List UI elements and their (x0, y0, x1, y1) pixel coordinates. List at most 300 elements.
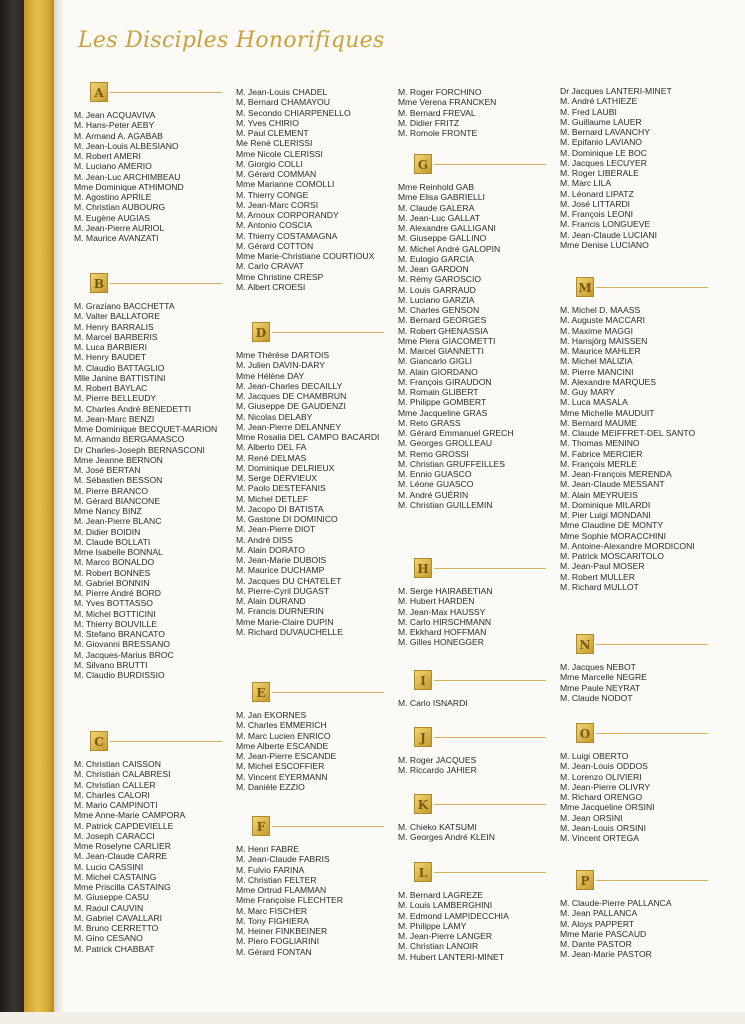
disciple-name: M. Hubert LANTERI-MINET (398, 951, 505, 962)
disciple-name: M. Romole FRONTE (398, 128, 478, 138)
disciple-name: M. Mario CAMPINOTI (74, 800, 158, 810)
disciple-name: M. Michel DETLEF (236, 493, 309, 504)
divider-line (596, 644, 708, 645)
book-binding-dark (0, 0, 24, 1024)
disciple-name: M. Jean ORSINI (560, 812, 623, 823)
disciple-name: M. Lorenzo OLIVIERI (560, 771, 642, 782)
divider-line (596, 733, 708, 734)
disciple-name: M. Pierre BRANCO (74, 485, 149, 496)
disciple-name: M. Maurice MAHLER (560, 346, 641, 356)
names-list (398, 755, 568, 776)
disciple-name: Mme Reinhold GAB (398, 182, 474, 192)
disciple-name: M. Nicolas DELABY (236, 411, 313, 422)
disciple-name: M. André LATHIEZE (560, 96, 638, 107)
disciple-name: M. Robert BAYLAC (74, 383, 148, 393)
section-header (560, 277, 730, 301)
disciple-name: M. Jean-Claude CARRE (74, 851, 168, 862)
disciple-name: M. Bernard LAVANCHY (560, 127, 650, 137)
disciple-name: M. Claude GALERA (398, 202, 475, 213)
disciple-name: M. Pierre André BORD (74, 588, 161, 598)
disciple-name: M. Gastone DI DOMINICO (236, 514, 338, 524)
disciple-name: M. Jean-Pierre AURIOL (74, 222, 165, 233)
disciple-name: M. Carlo CRAVAT (236, 261, 304, 272)
disciple-name: M. Serge DERVIEUX (236, 473, 318, 483)
disciple-name: M. Serge HAIRABETIAN (398, 586, 493, 596)
disciple-name: M. Silvano BRUTTI (74, 659, 148, 670)
disciple-name: Mme Nicole CLERISSI (236, 148, 323, 159)
disciple-name: Mme Michelle MAUDUIT (560, 407, 655, 418)
disciple-name: M. Gérard Emmanuel GRECH (398, 428, 514, 438)
disciple-name: M. Jean-Claude FABRIS (236, 854, 330, 865)
ornamental-letter: A (90, 82, 108, 102)
disciple-name: M. Heiner FINKBEINER (236, 926, 328, 936)
section-p (560, 870, 730, 960)
disciple-name: Mme Françoise FLECHTER (236, 895, 343, 906)
names-list (398, 586, 568, 648)
disciple-name: Mme Sophie MORACCHINI (560, 530, 667, 541)
disciple-name: M. Fred LAUBI (560, 106, 617, 117)
disciple-name: M. Giorgio COLLI (236, 158, 303, 169)
ornamental-letter: F (252, 816, 270, 836)
ornamental-letter: I (414, 670, 432, 690)
disciple-name: M. Giuseppe CASU (74, 892, 149, 903)
gutter-shadow (54, 0, 64, 1024)
disciple-name: M. Jean-Louis ODDOS (560, 761, 648, 772)
disciple-name: M. Maurice DUCHAMP (236, 565, 325, 576)
disciple-name: M. André GUÉRIN (398, 489, 469, 500)
disciple-name: M. Giuseppe DE GAUDENZI (236, 401, 346, 412)
disciple-name: M. Alain MEYRUEIS (560, 489, 638, 500)
disciple-name: M. Hansjörg MAISSEN (560, 335, 648, 346)
disciple-name: M. Dominique LE BOC (560, 147, 647, 158)
disciple-name: M. Eugène AUGIAS (74, 212, 150, 223)
disciple-name: Mme Hélène DAY (236, 370, 305, 381)
disciple-name: M. Giuseppe GALLINO (398, 233, 487, 244)
section-header (398, 862, 568, 886)
disciple-name: M. Robert MULLER (560, 571, 635, 582)
disciple-name: Mme Elisa GABRIELLI (398, 192, 485, 203)
disciple-name: Mme Jeanne BERNON (74, 454, 163, 465)
disciple-name: M. Jean-Louis ORSINI (560, 822, 646, 833)
disciple-name: M. Paul CLEMENT (236, 128, 309, 138)
disciple-name: M. Auguste MACCARI (560, 315, 646, 326)
disciple-name: M. Romain GLIBERT (398, 387, 479, 397)
disciple-name: M. Guillaume LAUER (560, 116, 642, 127)
disciple-name: M. Jean PALLANCA (560, 908, 638, 919)
disciple-name: M. Roger FORCHINO (398, 87, 482, 97)
disciple-name: M. Raoul CAUVIN (74, 902, 144, 913)
disciple-name: M. Charles CALORI (74, 789, 150, 800)
disciple-name: M. François LEONI (560, 209, 634, 219)
disciple-name: M. Thomas MENINO (560, 438, 640, 449)
disciple-name: M. Marcel BARBERIS (74, 331, 158, 342)
disciple-name: M. Jean-Max HAUSSY (398, 606, 486, 617)
divider-line (272, 692, 384, 693)
divider-line (110, 92, 222, 93)
disciple-name: M. Danièle EZZIO (236, 781, 305, 792)
ornamental-letter: M (576, 277, 594, 297)
section-c (74, 731, 244, 954)
disciple-name: M. Thierry CONGE (236, 189, 309, 200)
ornamental-letter: N (576, 634, 594, 654)
disciple-name: M. Henri FABRE (236, 844, 300, 854)
disciple-name: M. Guy MARY (560, 387, 615, 397)
ornamental-letter: K (414, 794, 432, 814)
disciple-name: M. Thierry BOUVILLE (74, 618, 157, 629)
ornamental-letter: O (576, 723, 594, 743)
section-header (398, 727, 568, 751)
disciple-name: M. Jacopo DI BATISTA (236, 503, 324, 514)
disciple-name: M. Fabrice MERCIER (560, 448, 643, 459)
disciple-name: M. Michel BOTTICINI (74, 608, 156, 619)
disciple-name: Mme Rosalia DEL CAMPO BACARDI (236, 432, 380, 442)
disciple-name: M. Julien DAVIN-DARY (236, 360, 325, 371)
section-header (398, 558, 568, 582)
disciple-name: M. Marco BONALDO (74, 557, 155, 568)
section-header (398, 154, 568, 178)
disciple-name: M. Pier Luigi MONDANI (560, 510, 651, 520)
disciple-name: M. Roger JACQUES (398, 755, 477, 765)
divider-line (434, 872, 546, 873)
disciple-name: M. José BERTAN (74, 465, 141, 475)
names-list (560, 662, 730, 703)
section-f-continued (398, 83, 568, 138)
section-c-continued (236, 83, 406, 292)
disciple-name: Mme Roselyne CARLIER (74, 841, 171, 851)
disciple-name: Mme Marcelle NEGRE (560, 672, 647, 683)
section-header (560, 634, 730, 658)
disciple-name: Mme Nancy BINZ (74, 506, 142, 516)
ornamental-letter: G (414, 154, 432, 174)
disciple-name: M. Antoine-Alexandre MORDICONI (560, 540, 695, 551)
disciple-name: M. Jean ACQUAVIVA (74, 110, 156, 120)
disciple-name: M. Jacques DE CHAMBRUN (236, 391, 347, 401)
disciple-name: M. Pierre-Cyril DUGAST (236, 585, 330, 596)
disciple-name: M. Alexandre GALLIGANI (398, 223, 496, 233)
disciple-name: M. Albert CROESI (236, 281, 306, 292)
disciple-name: M. Sébastien BESSON (74, 475, 163, 486)
disciple-name: Mme Denise LUCIANO (560, 239, 649, 250)
page-bottom-edge (0, 1012, 745, 1024)
disciple-name: M. Christian GRUFFEILLES (398, 458, 505, 469)
names-list (560, 86, 730, 250)
disciple-name: M. Patrick CAPDEVIELLE (74, 820, 174, 831)
disciple-name: M. Chieko KATSUMI (398, 822, 477, 832)
ornamental-letter: J (414, 727, 432, 747)
disciple-name: M. Jean-Charles DECAILLY (236, 380, 343, 391)
ornamental-letter: H (414, 558, 432, 578)
ornamental-letter: E (252, 682, 270, 702)
names-list (236, 710, 406, 792)
section-header (236, 816, 406, 840)
disciple-name: M. Charles GENSON (398, 305, 480, 315)
disciple-name: M. Alain GIORDANO (398, 366, 478, 377)
disciple-name: M. Hubert HARDEN (398, 596, 475, 607)
names-list (398, 890, 568, 962)
divider-line (434, 680, 546, 681)
disciple-name: M. Claudio BURDISSIO (74, 670, 165, 680)
disciple-name: M. Gérard COTTON (236, 240, 314, 251)
disciple-name: M. Bernard CHAMAYOU (236, 97, 330, 108)
disciple-name: M. Remo GROSSI (398, 448, 469, 459)
disciple-name: M. Jean-Pierre BLANC (74, 516, 162, 527)
section-header (74, 731, 244, 755)
names-list (236, 350, 406, 637)
section-header (398, 794, 568, 818)
disciple-name: M. Marc FISCHER (236, 905, 308, 916)
ornamental-letter: B (90, 273, 108, 293)
disciple-name: Mme Claudine DE MONTY (560, 520, 664, 531)
disciple-name: M. Charles André BENEDETTI (74, 403, 192, 414)
disciple-name: M. Jean-Marc BENZI (74, 413, 155, 424)
disciple-name: M. François MERLE (560, 458, 637, 469)
disciple-name: M. Richard MULLOT (560, 581, 639, 592)
disciple-name: M. Gabriel BONNIN (74, 577, 150, 588)
disciple-name: M. Léonard LIPATZ (560, 188, 634, 199)
disciple-name: M. Secondo CHIARPENELLO (236, 107, 351, 118)
disciple-name: M. Jean-Claude MESSANT (560, 479, 665, 490)
section-header (74, 82, 244, 106)
disciple-name: M. Pierre MANCINI (560, 366, 634, 377)
disciple-name: M. Alain DORATO (236, 544, 305, 555)
disciple-name: M. Michel ESCOFFIER (236, 761, 325, 772)
disciple-name: M. Lucio CASSINI (74, 861, 144, 872)
disciple-name: M. Henry BARRALIS (74, 321, 154, 332)
disciple-name: M. Jacques-Marius BROC (74, 649, 174, 660)
section-header (560, 723, 730, 747)
disciple-name: M. Paolo DESTEFANIS (236, 483, 326, 494)
section-k (398, 794, 568, 843)
disciple-name: M. Louis GARRAUD (398, 284, 476, 295)
disciple-name: M. Yves BOTTASSO (74, 598, 153, 609)
disciple-name: Mme Marianne COMOLLI (236, 179, 335, 190)
disciple-name: M. Didier BOIDIN (74, 526, 141, 537)
disciple-name: M. Christian CALABRESI (74, 769, 171, 780)
disciple-name: M. Riccardo JAHIER (398, 765, 477, 776)
disciple-name: M. René DELMAS (236, 452, 307, 463)
disciple-name: M. Marc LILA (560, 178, 612, 189)
disciple-name: M. Vincent EYERMANN (236, 771, 328, 782)
disciple-name: M. Piero FOGLIARINI (236, 936, 320, 947)
divider-line (434, 804, 546, 805)
disciple-name: M. Giovanni BRESSANO (74, 639, 170, 650)
disciple-name: M. Carlo HIRSCHMANN (398, 616, 492, 627)
disciple-name: M. Patrick CHABBAT (74, 943, 155, 954)
disciple-name: M. Ekkhard HOFFMAN (398, 627, 487, 637)
disciple-name: M. Robert BONNES (74, 567, 151, 578)
section-d (236, 322, 406, 637)
disciple-name: M. Michel CASTAING (74, 871, 157, 882)
disciple-name: M. Reto GRASS (398, 417, 461, 428)
names-list (398, 182, 568, 510)
disciple-name: M. Joseph CARACCI (74, 830, 155, 841)
section-i (398, 670, 568, 708)
disciple-name: M. Jacques NEBOT (560, 662, 636, 672)
disciple-name: M. Luigi OBERTO (560, 751, 629, 761)
disciple-name: M. Dominique DELRIEUX (236, 462, 335, 473)
disciple-name: M. Michel MALIZIA (560, 356, 633, 367)
disciple-name: Dr Charles-Joseph BERNASCONI (74, 444, 205, 455)
section-header (236, 682, 406, 706)
names-list (560, 751, 730, 843)
disciple-name: M. Jean-Marie DUBOIS (236, 555, 327, 565)
disciple-name: M. Jean-Pierre LANGER (398, 931, 493, 941)
disciple-name: M. Gérard FONTAN (236, 946, 312, 957)
divider-line (110, 741, 222, 742)
ornamental-letter: P (576, 870, 594, 890)
disciple-name: Mme Paule NEYRAT (560, 682, 641, 693)
disciple-name: M. Tony FIGHIERA (236, 915, 309, 926)
disciple-name: M. Claude NODOT (560, 692, 633, 703)
disciple-name: M. François GIRAUDON (398, 376, 492, 387)
disciple-name: M. Graziano BACCHETTA (74, 301, 175, 311)
disciple-name: Mme Marie PASCAUD (560, 928, 647, 939)
names-list (398, 87, 568, 138)
disciple-name: M. Luca BARBIERI (74, 342, 148, 352)
disciple-name: Mme Christine CRESP (236, 271, 324, 282)
disciple-name: M. Louis LAMBERGHINI (398, 900, 493, 911)
section-g (398, 154, 568, 510)
disciple-name: Mme Priscilla CASTAING (74, 882, 171, 892)
disciple-name: Mme Thérèse DARTOIS (236, 350, 330, 360)
disciple-name: Mme Alberte ESCANDE (236, 740, 329, 751)
disciple-name: M. Jean-Louis CHADEL (236, 87, 328, 97)
disciple-name: M. Henry BAUDET (74, 352, 147, 363)
disciple-name: M. Giancarlo GIGLI (398, 356, 473, 367)
divider-line (434, 568, 546, 569)
disciple-name: M. Gabriel CAVALLARI (74, 912, 163, 923)
section-h (398, 558, 568, 648)
disciple-name: Mme Dominique ATHIMOND (74, 181, 184, 192)
disciple-name: M. Gino CESANO (74, 933, 143, 944)
names-list (560, 305, 730, 592)
disciple-name: M. Christian LANOIR (398, 941, 479, 952)
disciple-name: Mme Isabelle BONNAL (74, 547, 163, 557)
disciple-name: M. Valter BALLATORE (74, 311, 160, 322)
disciple-name: M. Charles EMMERICH (236, 720, 327, 731)
disciple-name: M. Jacques DU CHATELET (236, 575, 342, 586)
section-header (398, 670, 568, 694)
disciple-name: M. Alexandre MARQUES (560, 376, 656, 387)
disciple-name: M. Richard DUVAUCHELLE (236, 626, 343, 637)
disciple-name: M. Patrick MOSCARITOLO (560, 551, 664, 561)
disciple-name: M. Christian GUILLEMIN (398, 499, 493, 510)
disciple-name: M. Gérard COMMAN (236, 169, 317, 179)
disciple-name: Mme Anne-Marie CAMPORA (74, 810, 186, 821)
names-list (560, 898, 730, 960)
ornamental-letter: C (90, 731, 108, 751)
disciple-name: M. Léone GUASCO (398, 479, 474, 490)
disciple-name: M. Philippe GOMBERT (398, 397, 487, 408)
divider-line (110, 283, 222, 284)
disciple-name: Mme Jacqueline ORSINI (560, 802, 655, 813)
disciple-name: Dr Jacques LANTERI-MINET (560, 86, 672, 96)
divider-line (434, 737, 546, 738)
disciple-name: M. Bernard FREVAL (398, 107, 476, 118)
disciple-name: Mlle Janine BATTISTINI (74, 372, 166, 383)
divider-line (596, 287, 708, 288)
disciple-name: M. Luciano AMERIO (74, 161, 152, 172)
disciple-name: Me René CLERISSI (236, 138, 313, 149)
disciple-name: M. Jean-Louis ALBESIANO (74, 140, 179, 151)
disciple-name: M. Agostino APRILE (74, 192, 152, 202)
disciple-name: M. Luca MASALA (560, 397, 628, 408)
divider-line (272, 332, 384, 333)
disciple-name: M. Carlo ISNARDI (398, 698, 468, 708)
divider-line (434, 164, 546, 165)
disciple-name: M. Bruno CERRETTO (74, 923, 159, 933)
disciple-name: M. Maxime MAGGI (560, 325, 634, 336)
disciple-name: M. Armando BERGAMASCO (74, 434, 185, 445)
disciple-name: M. Jean-François MERENDA (560, 469, 672, 479)
disciple-name: M. Stefano BRANCATO (74, 629, 165, 639)
disciple-name: M. Georges André KLEIN (398, 832, 495, 843)
disciple-name: M. Thierry COSTAMAGNA (236, 230, 338, 241)
section-header (560, 870, 730, 894)
section-header (74, 273, 244, 297)
disciple-name: M. Vincent ORTEGA (560, 833, 639, 843)
disciple-name: M. Gilles HONEGGER (398, 637, 484, 648)
divider-line (272, 826, 384, 827)
disciple-name: M. Francis LONGUEVE (560, 219, 651, 230)
disciple-name: M. Gérard BIANCONE (74, 495, 160, 506)
disciple-name: M. Christian CALLER (74, 779, 156, 790)
disciple-name: M. Claude BOLLATI (74, 536, 151, 547)
names-list (236, 844, 406, 957)
divider-line (596, 880, 708, 881)
disciple-name: M. Jean-Paul MOSER (560, 561, 645, 572)
disciple-name: M. Alberto DEL FA (236, 442, 307, 453)
disciple-name: M. Claudio BATTAGLIO (74, 362, 165, 373)
disciple-name: M. Jacques LECUYER (560, 157, 647, 168)
disciple-name: M. Dante PASTOR (560, 939, 632, 949)
disciple-name: M. Aloys PAPPERT (560, 918, 635, 929)
disciple-name: M. José LITTARDI (560, 198, 631, 209)
disciple-name: Mme Marie-Claire DUPIN (236, 616, 334, 627)
section-m (560, 277, 730, 592)
disciple-name: M. Epifanio LAVIANO (560, 137, 642, 148)
disciple-name: M. Jean GARDON (398, 264, 469, 274)
section-l-continued (560, 82, 730, 250)
disciple-name: M. Jan EKORNES (236, 710, 307, 720)
disciple-name: M. Jean-Claude LUCIANI (560, 229, 657, 240)
disciple-name: M. Christian AUBOURG (74, 202, 166, 213)
disciple-name: M. Philippe LAMY (398, 920, 467, 931)
disciple-name: M. Jean-Luc ARCHIMBEAU (74, 171, 181, 182)
disciple-name: M. Yves CHIRIO (236, 117, 299, 128)
section-f (236, 816, 406, 957)
names-list (398, 698, 568, 708)
names-list (74, 759, 244, 954)
disciple-name: M. Edmond LAMPIDECCHIA (398, 910, 509, 921)
section-n (560, 634, 730, 703)
disciple-name: M. Pierre BELLEUDY (74, 393, 157, 404)
ornamental-letter: L (414, 862, 432, 882)
disciple-name: M. Marcel GIANNETTI (398, 346, 484, 356)
disciple-name: M. Fulvio FARINA (236, 864, 305, 875)
disciple-name: M. Hans-Peter AEBY (74, 120, 155, 131)
disciple-name: M. Marc Lucien ENRICO (236, 730, 331, 741)
page-title: Les Disciples Honorifiques (78, 28, 385, 53)
disciple-name: M. Jean-Pierre DIOT (236, 524, 316, 535)
disciple-name: Mme Dominique BECQUET-MARION (74, 424, 218, 434)
section-header (236, 322, 406, 346)
disciple-name: M. Eulogio GARCIA (398, 253, 474, 264)
section-o (560, 723, 730, 843)
disciple-name: Mme Ortrud FLAMMAN (236, 885, 327, 895)
disciple-name: M. Didier FRITZ (398, 117, 460, 128)
disciple-name: M. Rémy GAROSCIO (398, 274, 482, 285)
